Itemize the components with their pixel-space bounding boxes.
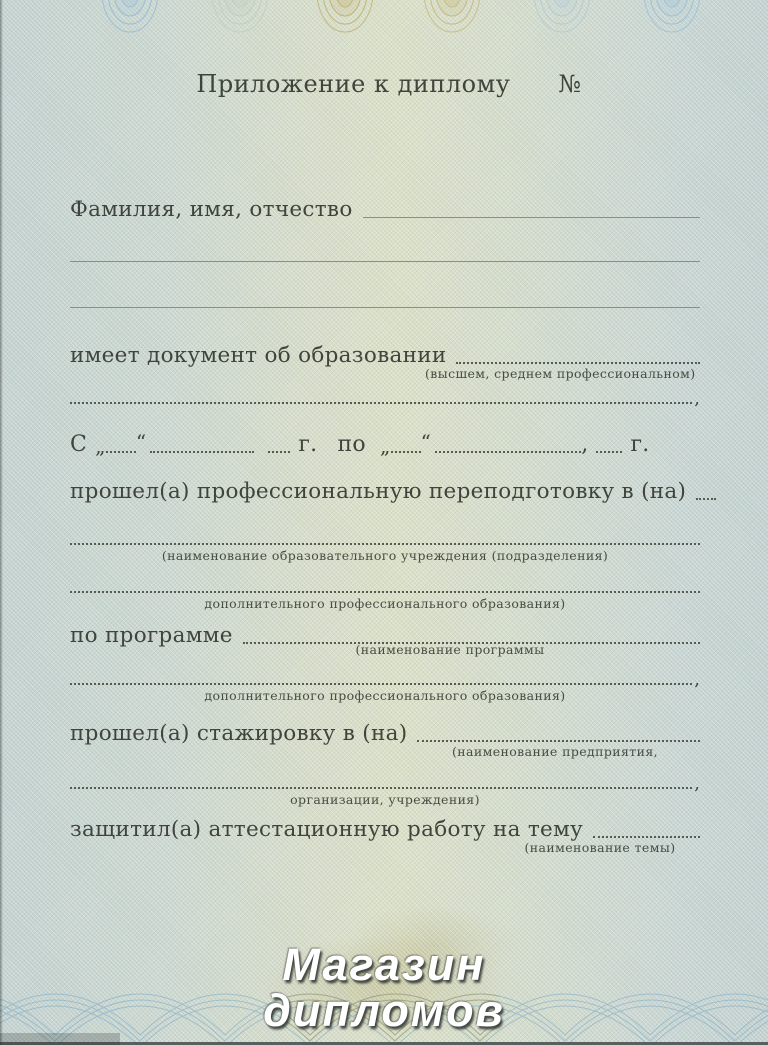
period-to-label: по <box>337 431 366 457</box>
period-month-blank-2 <box>435 451 581 453</box>
period-from-label: С <box>70 431 88 457</box>
watermark-line1: Магазин <box>282 939 486 990</box>
thesis-blank <box>593 836 700 838</box>
close-quote: “ <box>420 430 432 454</box>
program-label: по программе <box>70 623 233 649</box>
internship-hint-1: (наименование предприятия, <box>452 744 658 759</box>
period-year-blank-1 <box>268 451 290 453</box>
close-quote: “ <box>135 430 147 454</box>
period-month-blank-1 <box>150 451 254 453</box>
open-quote: „ <box>379 434 391 458</box>
period-year-suffix-2: г. <box>630 431 650 457</box>
period-year-suffix-1: г. <box>298 431 318 457</box>
program-line-2 <box>70 665 700 689</box>
internship-blank <box>417 740 700 742</box>
line-tail-comma: , <box>694 773 700 794</box>
blank-line <box>70 307 700 308</box>
thesis-label: защитил(а) аттестационную работу на тему <box>70 817 584 843</box>
internship-hint-2: организации, учреждения) <box>290 792 480 807</box>
internship-label: прошел(а) стажировку в (на) <box>70 721 408 747</box>
period-comma: , <box>581 431 589 457</box>
internship-row <box>70 720 700 746</box>
retraining-blank <box>696 498 716 500</box>
top-guilloche-ornament <box>0 0 768 44</box>
institution-hint-2: дополнительного профессионального образования) <box>204 596 566 611</box>
document-title-row <box>0 70 768 98</box>
education-doc-row <box>70 342 700 368</box>
institution-hint-1: (наименование образовательного учреждения (подразделения) <box>161 548 609 563</box>
line-tail-comma: , <box>694 669 700 690</box>
full-name-blank-line <box>363 217 700 218</box>
scan-left-edge <box>0 0 3 1045</box>
education-doc-label: имеет документ об образовании <box>70 343 447 369</box>
period-day-blank-2 <box>391 451 421 453</box>
full-name-label: Фамилия, имя, отчество <box>70 197 353 223</box>
retraining-label: прошел(а) профессиональную переподготовку в (на) <box>70 479 687 505</box>
number-sign: № <box>558 70 582 98</box>
full-name-row <box>70 196 700 222</box>
institution-blank-line-2 <box>70 591 700 593</box>
page-title: Приложение к диплому <box>196 70 511 98</box>
education-doc-blank <box>456 362 700 364</box>
period-day-blank-1 <box>106 451 136 453</box>
thesis-hint: (наименование темы) <box>524 840 676 855</box>
program-hint-1: (наименование программы <box>355 642 545 657</box>
education-doc-line2 <box>70 384 700 408</box>
shop-watermark <box>0 939 768 1036</box>
program-hint-2: дополнительного профессионального образования) <box>204 688 566 703</box>
blank-line <box>70 261 700 262</box>
period-row <box>70 431 700 457</box>
period-year-blank-2 <box>596 451 622 453</box>
open-quote: „ <box>95 434 106 458</box>
thesis-row <box>70 816 700 842</box>
watermark-line2: дипломов <box>263 984 505 1036</box>
internship-line-2 <box>70 769 700 793</box>
line-tail-comma: , <box>694 388 700 409</box>
institution-blank-line-1 <box>70 543 700 545</box>
retraining-row <box>70 478 700 504</box>
education-doc-hint: (высшем, среднем профессиональном) <box>425 366 696 381</box>
